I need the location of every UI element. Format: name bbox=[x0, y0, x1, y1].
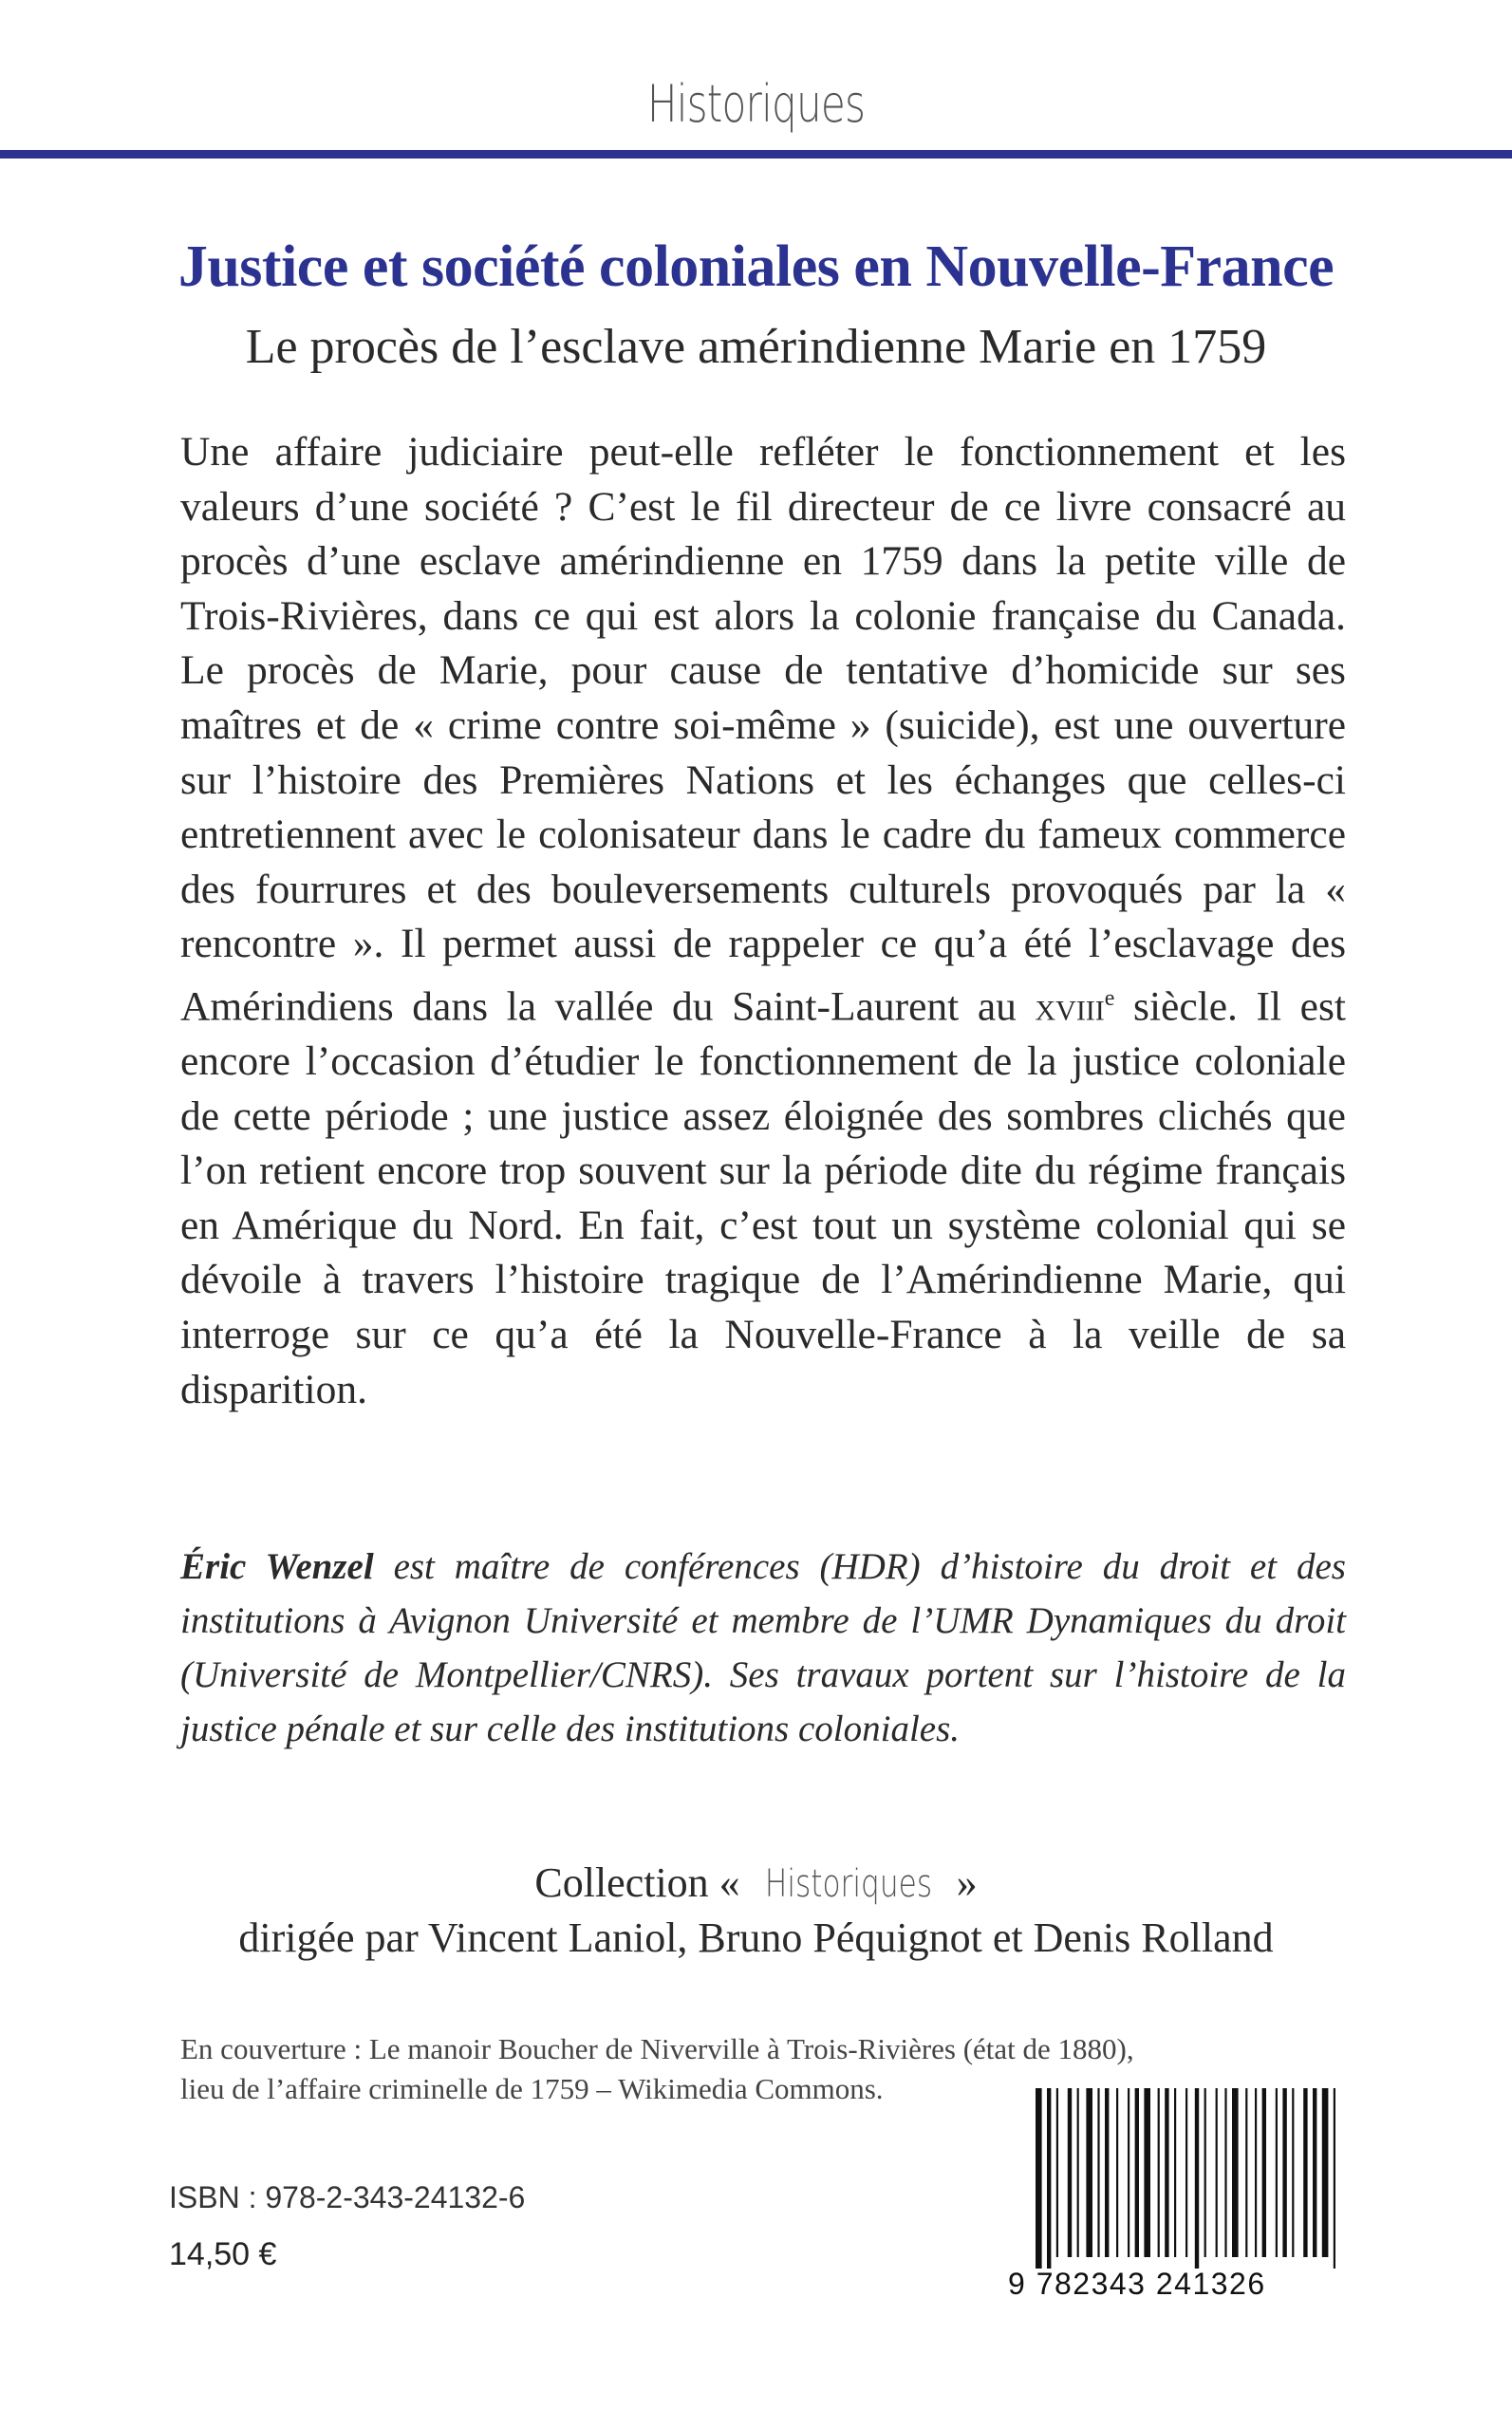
series-logo-top: Historiques bbox=[646, 74, 866, 134]
isbn: ISBN : 978-2-343-24132-6 bbox=[169, 2180, 526, 2214]
collection-series-logo: Historiques bbox=[764, 1862, 932, 1906]
barcode-bar bbox=[1204, 2088, 1206, 2257]
cover-credit-line2: lieu de l’affaire criminelle de 1759 – Wikimedia Commons. bbox=[180, 2072, 884, 2105]
barcode-bar bbox=[1262, 2088, 1266, 2257]
barcode-bar bbox=[1232, 2088, 1239, 2257]
book-title: Justice et société coloniales en Nouvelle-France bbox=[177, 234, 1335, 299]
author-bio bbox=[180, 1540, 1346, 1756]
author-bio-text: est maître de conférences (HDR) d’histoire du droit et des institutions à Avignon Université et membre de l’UMR Dynamiques du droit (Université de Montpellier/CNRS). Ses travaux portent sur l’histoire de la justice pénale et sur celle des institutions coloniales. bbox=[180, 1546, 1346, 1749]
barcode-bar bbox=[1185, 2088, 1187, 2257]
barcode-bar bbox=[1158, 2088, 1160, 2257]
century-suffix: e bbox=[1104, 985, 1115, 1011]
barcode-bar bbox=[1116, 2088, 1118, 2257]
barcode-bar bbox=[1036, 2088, 1042, 2269]
author-name: Éric Wenzel bbox=[180, 1546, 374, 1587]
barcode-bar bbox=[1276, 2088, 1278, 2257]
barcode-bar bbox=[1047, 2088, 1051, 2269]
barcode-bar bbox=[1144, 2088, 1150, 2257]
barcode-bar bbox=[1303, 2088, 1307, 2257]
barcode-bar bbox=[1056, 2088, 1058, 2257]
barcode-bar bbox=[1322, 2088, 1329, 2257]
book-subtitle: Le procès de l’esclave amérindienne Marie en 1759 bbox=[245, 320, 1267, 374]
barcode-bar bbox=[1097, 2088, 1099, 2257]
century-numeral: xviii bbox=[1035, 983, 1105, 1030]
summary-text-part2: siècle. Il est encore l’occasion d’étudier le fonctionnement de la justice coloniale de cette période ; une justice assez éloignée des sombres clichés que l’on retient encore trop souvent sur la période dite du régime français en Amérique du Nord. En fait, c’est tout un système colonial qui se dévoile à travers l’histoire tragique de l’Amérindienne Marie, qui interroge sur ce qu’a été la Nouvelle-France à la veille de sa disparition. bbox=[180, 983, 1346, 1412]
barcode-bar bbox=[1216, 2088, 1218, 2257]
barcode-bar bbox=[1135, 2088, 1139, 2257]
barcode-bar bbox=[1282, 2088, 1286, 2257]
barcode-bars bbox=[1030, 2088, 1343, 2269]
barcode-bar bbox=[1224, 2088, 1226, 2257]
barcode-bar bbox=[1292, 2088, 1294, 2257]
barcode-digits: 9 782343 241326 bbox=[1008, 2267, 1266, 2301]
barcode-bar bbox=[1174, 2088, 1176, 2257]
collection-line bbox=[0, 1856, 1512, 1912]
barcode-bar bbox=[1086, 2088, 1092, 2257]
barcode-bar bbox=[1255, 2088, 1257, 2257]
barcode-bar bbox=[1077, 2088, 1079, 2257]
barcode-bar bbox=[1165, 2088, 1168, 2257]
barcode-bar bbox=[1195, 2088, 1199, 2269]
barcode-bar bbox=[1105, 2088, 1109, 2257]
barcode-bar bbox=[1068, 2088, 1072, 2257]
collection-directors: dirigée par Vincent Laniol, Bruno Péquignot et Denis Rolland bbox=[238, 1914, 1274, 1961]
cover-credit-line1: En couverture : Le manoir Boucher de Niverville à Trois-Rivières (état de 1880), bbox=[180, 2032, 1134, 2065]
collection-suffix: » bbox=[945, 1859, 978, 1906]
barcode-bar bbox=[1313, 2088, 1316, 2257]
barcode-bar bbox=[1128, 2088, 1129, 2257]
top-rule bbox=[0, 150, 1512, 159]
summary-paragraph bbox=[180, 425, 1346, 1417]
barcode-bar bbox=[1245, 2088, 1247, 2257]
barcode-bar bbox=[1334, 2088, 1335, 2269]
collection-prefix: Collection « bbox=[534, 1859, 751, 1906]
price: 14,50 € bbox=[169, 2236, 277, 2272]
summary-text-part1: Une affaire judiciaire peut-elle refléter le fonctionnement et les valeurs d’une société ? C’est le fil directeur de ce livre consacré au procès d’une esclave amérindienne en 1759 dans la petite ville de Trois-Rivières, dans ce qui est alors la colonie française du Canada. Le procès de Marie, pour cause de tentative d’homicide sur ses maîtres et de « crime contre soi-même » (suicide), est une ouverture sur l’histoire des Premières Nations et les échanges que celles-ci entretiennent avec le colonisateur dans le cadre du fameux commerce des fourrures et des bouleversements culturels provoqués par la « rencontre ». Il permet aussi de rappeler ce qu’a été l’esclavage des Amérindiens dans la vallée du Saint-Laurent au bbox=[180, 429, 1346, 1030]
